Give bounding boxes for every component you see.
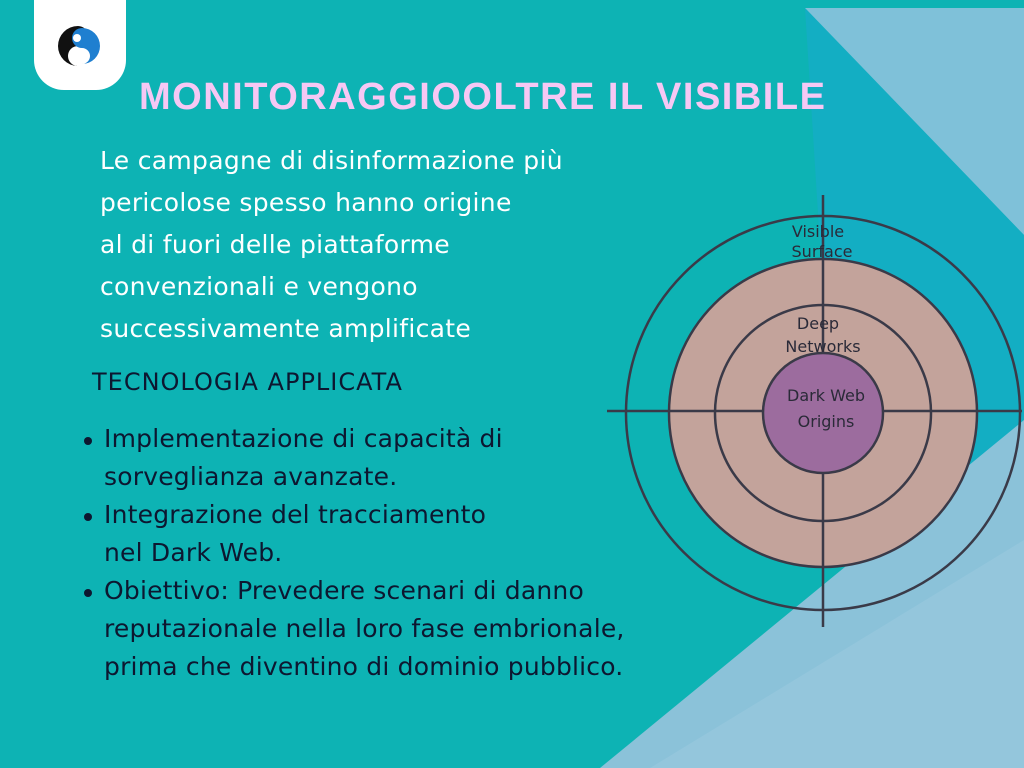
outer-label-line2: Surface: [791, 242, 853, 261]
logo-card[interactable]: [34, 0, 126, 90]
bullet-dot-icon: [84, 589, 92, 597]
list-item-line: reputazionale nella loro fase embrionale,: [104, 614, 625, 643]
company-logo-icon: [54, 22, 106, 70]
page-title: MONITORAGGIOOLTRE IL VISIBILE: [139, 76, 827, 118]
list-item-line: Integrazione del tracciamento: [104, 500, 487, 529]
bullet-dot-icon: [84, 437, 92, 445]
list-item-line: prima che diventino di dominio pubblico.: [104, 652, 624, 681]
list-item-line: Obiettivo: Prevedere scenari di danno: [104, 576, 584, 605]
middle-label-line2: Networks: [785, 337, 861, 356]
bullet-dot-icon: [84, 513, 92, 521]
intro-line: convenzionali e vengono: [100, 272, 418, 301]
section-heading: TECNOLOGIA APPLICATA: [92, 368, 403, 396]
list-item-line: sorveglianza avanzate.: [104, 462, 398, 491]
inner-label-line1: Dark Web: [787, 386, 865, 405]
bullet-list: [78, 420, 625, 686]
target-diagram: [605, 195, 1024, 630]
middle-label-line1: Deep: [796, 314, 840, 333]
intro-line: pericolose spesso hanno origine: [100, 188, 512, 217]
intro-line: Le campagne di disinformazione più: [100, 146, 563, 175]
inner-label-line2: Origins: [797, 412, 855, 431]
outer-label-line1: Visible: [791, 222, 845, 241]
list-item: [78, 420, 625, 496]
list-item: [78, 572, 625, 686]
list-item-line: Implementazione di capacità di: [104, 424, 503, 453]
list-item-line: nel Dark Web.: [104, 538, 283, 567]
intro-line: successivamente amplificate: [100, 314, 472, 343]
intro-line: al di fuori delle piattaforme: [100, 230, 450, 259]
list-item: [78, 496, 625, 572]
